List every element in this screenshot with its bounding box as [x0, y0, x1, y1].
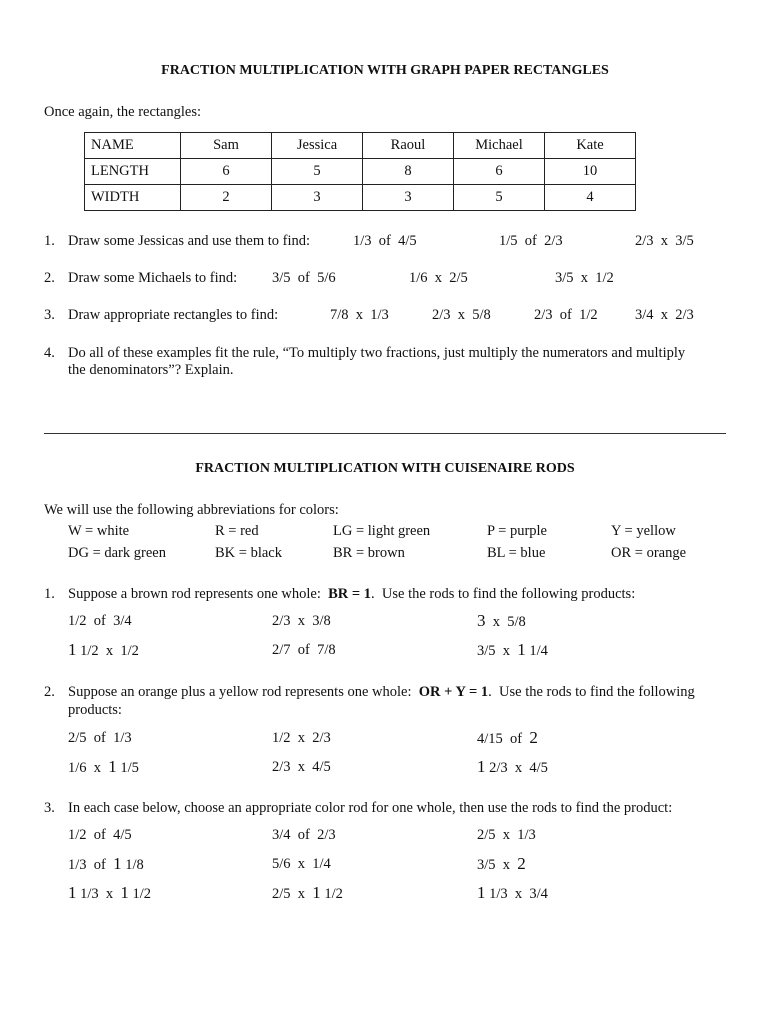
question-text: Draw some Jessicas and use them to find:	[68, 233, 311, 249]
problem-item: 2/3 x 5/8	[432, 307, 491, 323]
table-row	[85, 159, 636, 185]
problem-item: 1/2 of 4/5	[68, 827, 132, 843]
fraction-text: 1/2	[320, 886, 343, 902]
question-text	[68, 684, 695, 701]
problem-item: 2/7 of 7/8	[272, 642, 336, 658]
problem-item: 1/2 x 2/3	[272, 730, 331, 746]
color-abbrev: Y = yellow	[611, 523, 676, 539]
table-cell: WIDTH	[85, 185, 181, 211]
question-text	[68, 586, 635, 603]
table-row	[85, 185, 636, 211]
table-cell: 5	[272, 159, 363, 185]
section1-title: FRACTION MULTIPLICATION WITH GRAPH PAPER RECTANGLES	[161, 63, 609, 78]
fraction-text: 4/15 of	[477, 731, 530, 747]
table-cell: 5	[454, 185, 545, 211]
fraction-text: 2/5 x	[272, 886, 313, 902]
table-cell: 2	[181, 185, 272, 211]
table-cell: 8	[363, 159, 454, 185]
whole-number: 1	[477, 757, 486, 776]
question-text-part: . Use the rods to find the following	[488, 684, 695, 700]
table-cell: 3	[272, 185, 363, 211]
problem-item: 2/3 x 3/5	[635, 233, 694, 249]
color-abbrev: BK = black	[215, 545, 282, 561]
question-number: 4.	[44, 345, 55, 361]
problem-item	[272, 883, 343, 903]
table-cell: 6	[181, 159, 272, 185]
problem-item: 2/3 x 4/5	[272, 759, 331, 775]
fraction-text: 1/3 of	[68, 857, 114, 873]
problem-item: 3/4 x 2/3	[635, 307, 694, 323]
table-cell: Raoul	[363, 133, 454, 159]
color-abbrev: BR = brown	[333, 545, 405, 561]
question-text: In each case below, choose an appropriate color rod for one whole, then use the rods to find the product:	[68, 800, 673, 816]
problem-item	[477, 757, 548, 777]
problem-item	[477, 883, 548, 903]
fraction-text: x 5/8	[485, 614, 526, 630]
problem-item: 7/8 x 1/3	[330, 307, 389, 323]
problem-item: 3/4 of 2/3	[272, 827, 336, 843]
fraction-text: 1/3 x	[76, 886, 121, 902]
problem-item: 2/5 x 1/3	[477, 827, 536, 843]
fraction-text: 1/6 x	[68, 760, 109, 776]
whole-number: 1	[68, 883, 77, 902]
section1-intro: Once again, the rectangles:	[44, 104, 202, 120]
fraction-text: 1/5	[116, 760, 139, 776]
color-abbrev: P = purple	[487, 523, 547, 539]
fraction-text: 1/4	[525, 643, 548, 659]
problem-item: 1/6 x 2/5	[409, 270, 468, 286]
whole-definition: OR + Y = 1	[418, 684, 489, 700]
whole-number: 1	[120, 883, 129, 902]
problem-item	[68, 757, 139, 777]
fraction-text: 1/2 x 1/2	[76, 643, 139, 659]
table-cell: Kate	[545, 133, 636, 159]
question-number: 1.	[44, 586, 55, 602]
problem-item	[68, 640, 139, 660]
question-text-part: Suppose a brown rod represents one whole:	[68, 586, 329, 602]
whole-number: 1	[113, 854, 122, 873]
fraction-text: 3/5 x	[477, 643, 518, 659]
whole-number: 1	[108, 757, 117, 776]
problem-item: 2/3 of 1/2	[534, 307, 598, 323]
color-abbrev: LG = light green	[333, 523, 431, 539]
whole-number: 2	[517, 854, 526, 873]
color-abbrev: DG = dark green	[68, 545, 166, 561]
whole-number: 3	[477, 611, 486, 630]
table-row	[85, 133, 636, 159]
table-cell: Michael	[454, 133, 545, 159]
whole-number: 1	[68, 640, 77, 659]
table-cell: Jessica	[272, 133, 363, 159]
problem-item: 2/3 x 3/8	[272, 613, 331, 629]
fraction-text: 1/8	[121, 857, 144, 873]
problem-item: 5/6 x 1/4	[272, 856, 331, 872]
question-text: the denominators”? Explain.	[68, 362, 234, 378]
color-abbrev: W = white	[68, 523, 130, 539]
question-number: 2.	[44, 684, 55, 700]
question-text: Draw some Michaels to find:	[68, 270, 238, 286]
problem-item: 1/3 of 4/5	[353, 233, 417, 249]
problem-item	[477, 611, 526, 631]
problem-item: 1/5 of 2/3	[499, 233, 563, 249]
problem-item: 3/5 x 1/2	[555, 270, 614, 286]
color-abbrev: BL = blue	[487, 545, 546, 561]
question-text: Do all of these examples fit the rule, “To multiply two fractions, just multiply the numerators and multiply	[68, 345, 686, 361]
whole-number: 1	[477, 883, 486, 902]
problem-item	[477, 728, 538, 748]
table-cell: Sam	[181, 133, 272, 159]
problem-item: 3/5 of 5/6	[272, 270, 336, 286]
table-cell: LENGTH	[85, 159, 181, 185]
question-text-part: Suppose an orange plus a yellow rod represents one whole:	[68, 684, 419, 700]
problem-item: 1/2 of 3/4	[68, 613, 132, 629]
question-number: 2.	[44, 270, 55, 286]
whole-number: 1	[312, 883, 321, 902]
rectangles-table	[84, 132, 636, 211]
problem-item	[477, 640, 548, 660]
problem-item	[68, 883, 151, 903]
table-cell: 3	[363, 185, 454, 211]
section-divider	[44, 433, 726, 434]
question-number: 3.	[44, 307, 55, 323]
question-number: 3.	[44, 800, 55, 816]
table-cell: 4	[545, 185, 636, 211]
fraction-text: 3/5 x	[477, 857, 518, 873]
color-abbrev: R = red	[215, 523, 259, 539]
fraction-text: 2/3 x 4/5	[485, 760, 548, 776]
whole-number: 1	[517, 640, 526, 659]
section2-intro: We will use the following abbreviations for colors:	[44, 502, 339, 518]
question-text-part: . Use the rods to find the following products:	[371, 586, 636, 602]
whole-definition: BR = 1	[328, 586, 372, 602]
problem-item: 2/5 of 1/3	[68, 730, 132, 746]
fraction-text: 1/2	[128, 886, 152, 902]
color-abbrev: OR = orange	[611, 545, 687, 561]
table-cell: NAME	[85, 133, 181, 159]
table-cell: 6	[454, 159, 545, 185]
question-number: 1.	[44, 233, 55, 249]
question-text: products:	[68, 702, 122, 718]
whole-number: 2	[529, 728, 538, 747]
problem-item	[477, 854, 526, 874]
section2-title: FRACTION MULTIPLICATION WITH CUISENAIRE RODS	[195, 461, 575, 476]
table-cell: 10	[545, 159, 636, 185]
problem-item	[68, 854, 144, 874]
question-text: Draw appropriate rectangles to find:	[68, 307, 279, 323]
fraction-text: 1/3 x 3/4	[485, 886, 548, 902]
